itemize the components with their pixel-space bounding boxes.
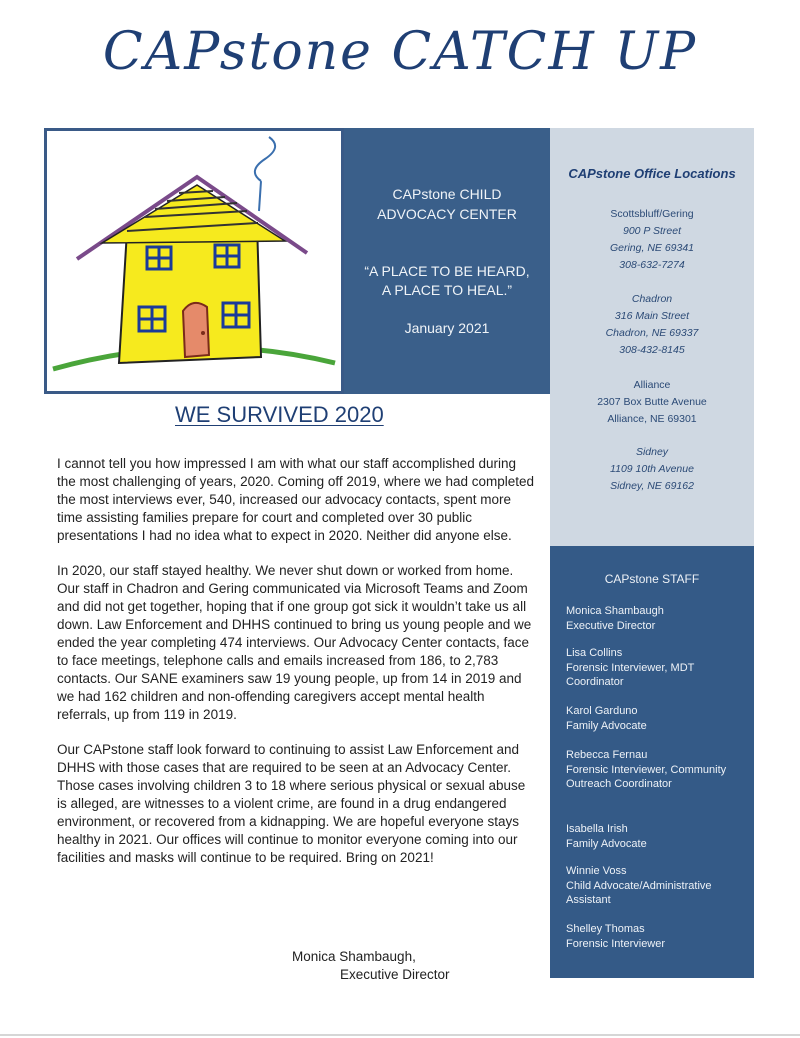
staff-member: Monica Shambaugh Executive Director [566, 605, 664, 632]
office-locations-panel [550, 128, 754, 546]
house-illustration [44, 128, 344, 394]
article-paragraph: Our CAPstone staff look forward to continuing to assist Law Enforcement and DHHS with those cases that are required to be seen at an Advocacy Center. Those cases involving children 3 to 18 where serious physical or sexual abuse is alleged, are witnesses to a violent crime, are found in a drug endangered environment, or recovered from a kidnapping. We are hopeful everyone stays healthy in 2021. Our offices will continue to monitor everyone coming into our facilities and masks will continue to be required. Bring on 2021! [57, 742, 526, 865]
article-headline: WE SURVIVED 2020 [175, 402, 384, 427]
office-chadron: Chadron 316 Main Street Chadron, NE 69337 308-432-8145 [605, 293, 699, 356]
staff-panel [550, 546, 754, 978]
locations-title: CAPstone Office Locations [568, 166, 736, 181]
staff-title: CAPstone STAFF [604, 572, 700, 586]
center-tagline: “A PLACE TO BE HEARD, A PLACE TO HEAL.” [364, 263, 530, 298]
staff-member: Rebecca Fernau Forensic Interviewer, Community Outreach Coordinator [566, 749, 727, 790]
article-paragraph: I cannot tell you how impressed I am with what our staff accomplished during the most challenging of years, 2020. Coming off 2019, where we had completed the most interviews ever, 540, increased our advocacy contacts, spent more time assisting families prepare for court and completed over 30 public presentations I had no idea what to expect in 2020. Neither did anyone else. [57, 456, 535, 543]
page-bottom-divider [0, 1034, 800, 1036]
issue-date: January 2021 [404, 320, 490, 336]
newsletter-masthead: CAPstone CATCH UP [102, 22, 698, 82]
center-header-panel [344, 128, 550, 394]
staff-member: Lisa Collins Forensic Interviewer, MDT Coordinator [566, 647, 695, 688]
staff-member: Winnie Voss Child Advocate/Administrative Assistant [566, 865, 712, 906]
center-name: CAPstone CHILD ADVOCACY CENTER [377, 186, 517, 222]
office-scottsbluff: Scottsbluff/Gering 900 P Street Gering, NE 69341 308-632-7274 [609, 208, 695, 271]
article-paragraph: In 2020, our staff stayed healthy. We never shut down or worked from home. Our staff in Chadron and Gering communicated via Microsoft Teams and Zoom and did not get together, hoping that if one group got sick it wouldn’t take us all down. Law Enforcement and DHHS continued to bring us young people and we ended the year completing 474 interviews. Our Advocacy Center contacts, face to face meetings, telephone calls and emails increased from 186, to 2,783 contacts. Our SANE examiners saw 19 young people, up from 14 in 2019 and we had 162 children and non-offending caregivers accept mental health referrals, up from 119 in 2019. [57, 563, 532, 722]
staff-member: Isabella Irish Family Advocate [566, 823, 647, 850]
house-drawing [47, 131, 341, 391]
signature-name: Monica Shambaugh, [292, 949, 416, 964]
article-body [57, 455, 537, 884]
office-alliance: Alliance 2307 Box Butte Avenue Alliance, NE 69301 [597, 379, 707, 425]
signature-role: Executive Director [340, 967, 450, 982]
office-sidney: Sidney 1109 10th Avenue Sidney, NE 69162 [610, 446, 694, 492]
staff-member: Karol Garduno Family Advocate [566, 705, 647, 732]
staff-member: Shelley Thomas Forensic Interviewer [566, 923, 666, 950]
